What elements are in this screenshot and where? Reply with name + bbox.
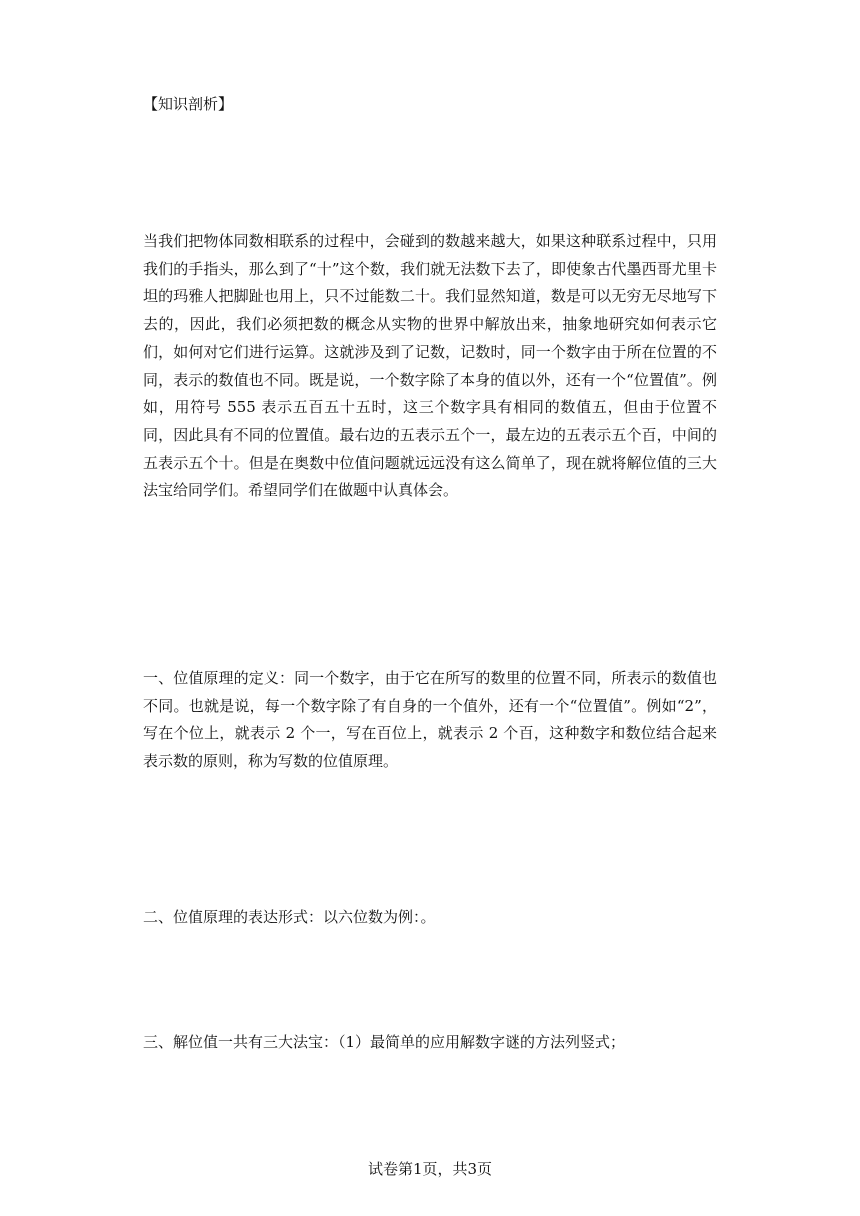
definition-paragraph: 一、位值原理的定义：同一个数字，由于它在所写的数里的位置不同，所表示的数值也不同。也就是说，每一个数字除了有自身的一个值外，还有一个“位置值”。例如“2”，写在个位上，就表示 2 个一，写在百位上，就表示 2 个百，这种数字和数位结合起来表示数的原则，称为写数的位值原理。 xyxy=(143,669,717,771)
three-methods-paragraph: 三、解位值一共有三大法宝：（1）最简单的应用解数字谜的方法列竖式； xyxy=(143,1033,626,1051)
page-number-footer: 试卷第1页，共3页 xyxy=(367,1160,493,1178)
section-heading: 【知识剖析】 xyxy=(143,95,234,113)
intro-paragraph: 当我们把物体同数相联系的过程中，会碰到的数越来越大，如果这种联系过程中，只用我们的手指头，那么到了“十”这个数，我们就无法数下去了，即使象古代墨西哥尤里卡坦的玛雅人把脚趾也用上，只不过能数二十。我们显然知道，数是可以无穷无尽地写下去的，因此，我们必须把数的概念从实物的世界中解放出来，抽象地研究如何表示它们，如何对它们进行运算。这就涉及到了记数，记数时，同一个数字由于所在位置的不同，表示的数值也不同。既是说，一个数字除了本身的值以外，还有一个“位置值”。例如，用符号 555 表示五百五十五时，这三个数字具有相同的数值五，但由于位置不同，因此具有不同的位置值。最右边的五表示五个一，最左边的五表示五个百，中间的五表示五个十。但是在奥数中位值问题就远远没有这么简单了，现在就将解位值的三大法宝给同学们。希望同学们在做题中认真体会。 xyxy=(143,232,717,500)
expression-form-paragraph: 二、位值原理的表达形式：以六位数为例：。 xyxy=(143,908,436,926)
